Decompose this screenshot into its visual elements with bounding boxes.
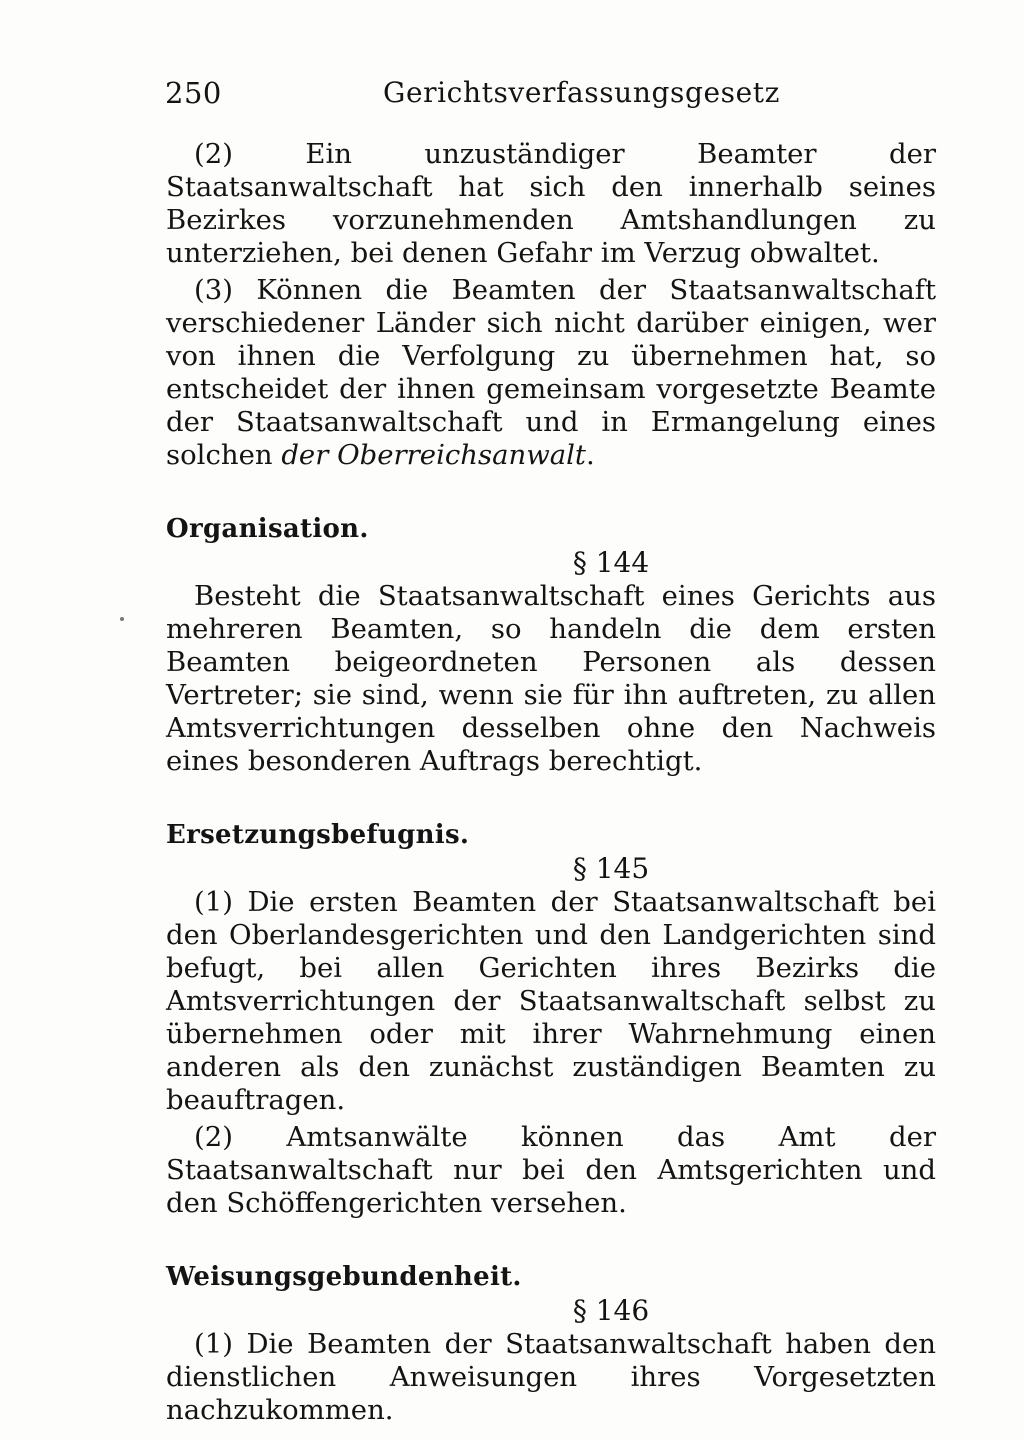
- section-number-144: § 144: [572, 546, 650, 579]
- paragraph-143-3-end: .: [585, 439, 595, 471]
- paragraph-143-3-text: (3) Können die Beamten der Staatsanwaltschaft verschiedener Länder sich nicht darüber einigen, wer von ihnen die Verfolgung zu übernehmen hat, so entscheidet der ihnen gemeinsam vorgesetzte Beamte der Staatsanwaltschaft und in Ermangelung eines solchen: [166, 274, 936, 471]
- running-title: Gerichtsverfassungsgesetz: [383, 76, 780, 109]
- section-number-145: § 145: [572, 852, 650, 885]
- paragraph-143-2: (2) Ein unzuständiger Beamter der Staatsanwaltschaft hat sich den innerhalb seines Bezirkes vorzunehmenden Amtshandlungen zu unterziehen, bei denen Gefahr im Verzug obwaltet.: [166, 138, 936, 269]
- paragraph-143-3: [166, 274, 936, 472]
- paragraph-143-3-italic: der Oberreichsanwalt: [281, 439, 586, 471]
- paragraph-145-1: (1) Die ersten Beamten der Staatsanwaltschaft bei den Oberlandesgerichten und den Landgerichten sind befugt, bei allen Gerichten ihres Bezirks die Amtsverrichtungen der Staatsanwaltschaft selbst zu übernehmen oder mit ihrer Wahrnehmung einen anderen als den zunächst zuständigen Beamten zu beauftragen.: [166, 886, 936, 1116]
- section-heading-weisungsgebundenheit: Weisungsgebundenheit.: [166, 1262, 522, 1292]
- paragraph-144: Besteht die Staatsanwaltschaft eines Gerichts aus mehreren Beamten, so handeln die dem ersten Beamten beigeordneten Personen als dessen Vertreter; sie sind, wenn sie für ihn auftreten, zu allen Amtsverrichtungen desselben ohne den Nachweis eines besonderen Auftrags berechtigt.: [166, 580, 936, 777]
- paragraph-146-1: (1) Die Beamten der Staatsanwaltschaft haben den dienstlichen Anweisungen ihres Vorgesetzten nachzukommen.: [166, 1328, 936, 1426]
- page-body: [166, 138, 936, 1427]
- section-heading-organisation: Organisation.: [166, 514, 369, 544]
- paragraph-145-2: (2) Amtsanwälte können das Amt der Staatsanwaltschaft nur bei den Amtsgerichten und den Schöffengerichten versehen.: [166, 1121, 936, 1219]
- section-number-146: § 146: [572, 1294, 650, 1327]
- scan-speck: [120, 617, 124, 621]
- page-header: [165, 76, 785, 112]
- page-number: 250: [165, 76, 222, 110]
- section-heading-ersetzungsbefugnis: Ersetzungsbefugnis.: [166, 820, 470, 850]
